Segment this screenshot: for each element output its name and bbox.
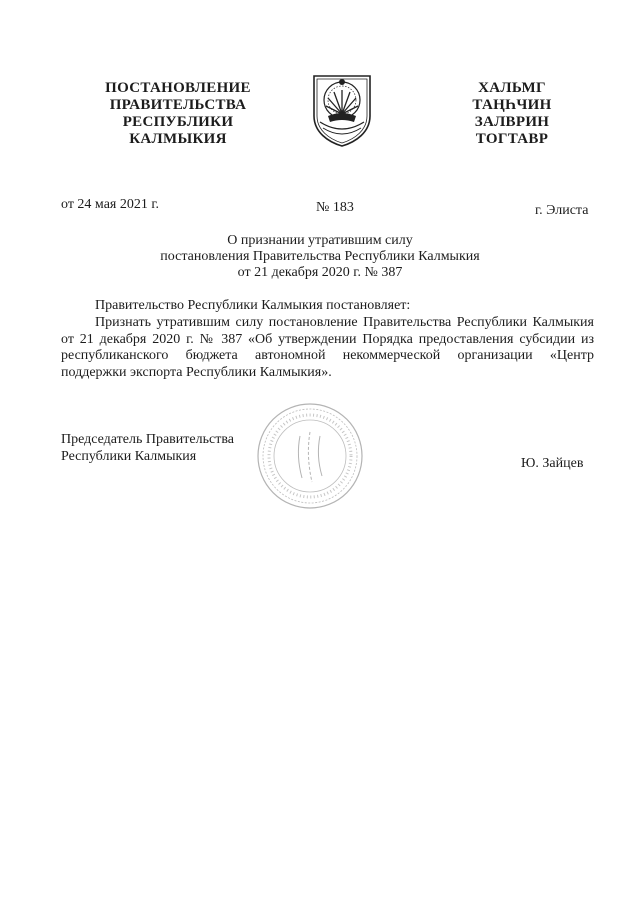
header-right-line: ТОГТАВР [475, 131, 549, 147]
header-right-line: ТАҢҺЧИН [472, 97, 552, 113]
signatory-position [61, 431, 234, 465]
title-line: от 21 декабря 2020 г. № 387 [237, 265, 403, 280]
document-number: № 183 [316, 200, 354, 215]
title-line: О признании утратившим силу [227, 233, 413, 248]
header-left-line: КАЛМЫКИЯ [129, 131, 227, 147]
document-title [100, 233, 540, 281]
signatory-name: Ю. Зайцев [521, 456, 584, 471]
header-right-line: ХАЛЬМГ [478, 80, 546, 96]
signatory-position-line: Председатель Правительства [61, 432, 234, 447]
document-date: от 24 мая 2021 г. [61, 197, 160, 212]
body-paragraph-intro: Правительство Республики Калмыкия постановляет: [95, 298, 411, 313]
header-left-russian [88, 80, 268, 148]
header-left-line: ПОСТАНОВЛЕНИЕ [105, 80, 251, 96]
document-city: г. Элиста [535, 203, 589, 218]
coat-of-arms-emblem [306, 70, 378, 148]
title-line: постановления Правительства Республики Калмыкия [160, 249, 480, 264]
official-seal-stamp [256, 402, 364, 510]
header-left-line: ПРАВИТЕЛЬСТВА [109, 97, 247, 113]
body-paragraph-decision: Признать утратившим силу постановление Правительства Республики Калмыкия от 21 декабря 2020 г. № 387 «Об утверждении Порядка предоставления субсидии из республиканского бюджета автономной некоммерческой организации «Центр поддержки экспорта Республики Калмыкия». [61, 315, 594, 380]
header-right-kalmyk [452, 80, 572, 148]
header-left-line: РЕСПУБЛИКИ [122, 114, 234, 130]
header-right-line: ЗАЛВРИН [474, 114, 550, 130]
signatory-position-line: Республики Калмыкия [61, 449, 197, 464]
